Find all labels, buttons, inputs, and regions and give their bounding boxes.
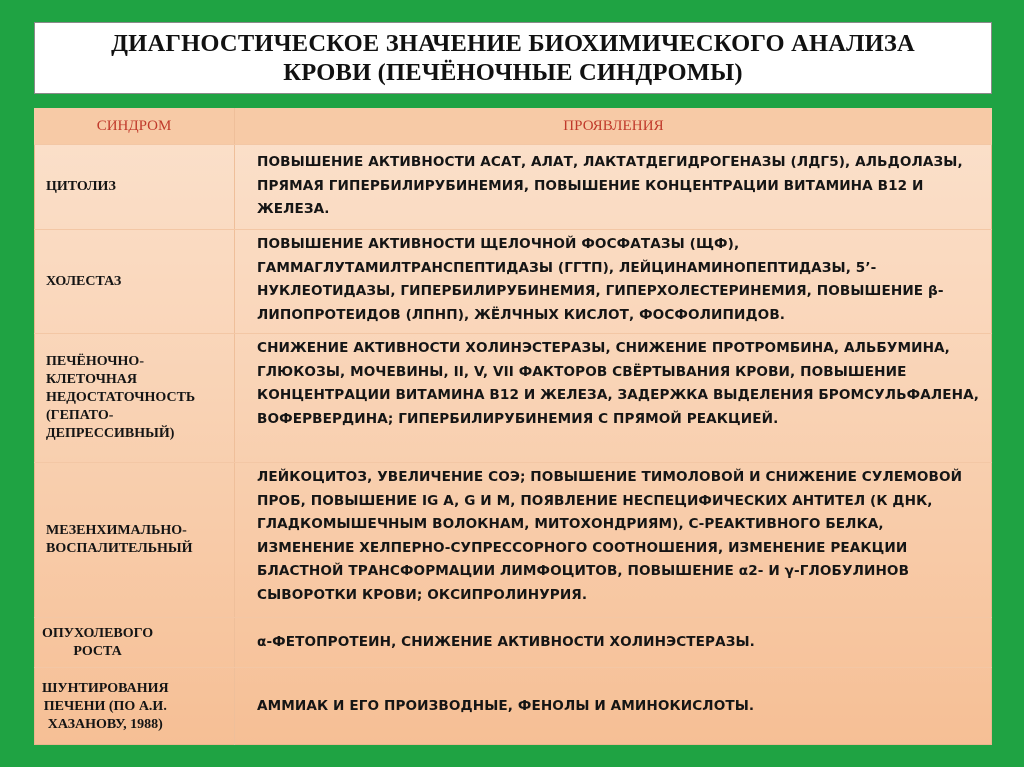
syndrome-label-line: ОПУХОЛЕВОГО — [42, 625, 154, 641]
syndrome-label: ХОЛЕСТАЗ — [46, 273, 122, 289]
table-row — [34, 334, 992, 463]
manifestation-cell — [235, 668, 992, 745]
syndrome-cell — [34, 334, 235, 462]
syndrome-label-line: КЛЕТОЧНАЯ — [46, 372, 137, 387]
manifestation-cell — [235, 618, 992, 667]
syndrome-cell — [34, 618, 235, 667]
syndrome-label-line: ШУНТИРОВАНИЯ — [42, 680, 169, 696]
manifestation-text: ЛЕЙКОЦИТОЗ, УВЕЛИЧЕНИЕ СОЭ; ПОВЫШЕНИЕ ТИМОЛОВОЙ И СНИЖЕНИЕ СУЛЕМОВОЙ ПРОБ, ПОВЫШЕНИЕ IG A, G И M, ПОЯВЛЕНИЕ НЕСПЕЦИФИЧЕСКИХ АНТИТЕЛ (К ДНК, ГЛАДКОМЫШЕЧНЫМ ВОЛОКНАМ, МИТОХОНДРИЯМ), С-РЕАКТИВНОГО БЕЛКА, ИЗМЕНЕНИЕ ХЕЛПЕРНО-СУПРЕССОРНОГО СООТНОШЕНИЯ, ИЗМЕНЕНИЕ РЕАКЦИИ БЛАСТНОЙ ТРАНСФОРМАЦИИ ЛИМФОЦИТОВ, ПОВЫШЕНИЕ α2- И γ-ГЛОБУЛИНОВ СЫВОРОТКИ КРОВИ; ОКСИПРОЛИНУРИЯ. — [257, 469, 963, 603]
table-row — [34, 230, 992, 334]
syndrome-label-line: ХАЗАНОВУ, 1988) — [47, 716, 163, 732]
manifestation-cell — [235, 230, 992, 333]
syndrome-cell — [34, 668, 235, 745]
title-line-1: ДИАГНОСТИЧЕСКОЕ ЗНАЧЕНИЕ БИОХИМИЧЕСКОГО АНАЛИЗА — [111, 30, 915, 57]
table-header-row — [34, 108, 992, 145]
table-row — [34, 145, 992, 230]
header-syndrome: СИНДРОМ — [34, 108, 235, 144]
syndrome-label-line: МЕЗЕНХИМАЛЬНО- — [46, 523, 187, 538]
manifestation-text: α-ФЕТОПРОТЕИН, СНИЖЕНИЕ АКТИВНОСТИ ХОЛИНЭСТЕРАЗЫ. — [257, 633, 755, 650]
syndromes-table — [34, 108, 992, 745]
syndrome-label-line: НЕДОСТАТОЧНОСТЬ — [46, 390, 196, 405]
syndrome-label-line: ПЕЧЁНОЧНО- — [46, 354, 144, 369]
syndrome-label-line: ДЕПРЕССИВНЫЙ) — [46, 426, 175, 441]
header-manifestations: ПРОЯВЛЕНИЯ — [563, 118, 664, 134]
manifestation-cell — [235, 334, 992, 462]
syndrome-label-line: РОСТА — [73, 643, 122, 659]
manifestation-text: ПОВЫШЕНИЕ АКТИВНОСТИ АСАТ, АЛАТ, ЛАКТАТДЕГИДРОГЕНАЗЫ (ЛДГ5), АЛЬДОЛАЗЫ, ПРЯМАЯ ГИПЕРБИЛИРУБИНЕМИЯ, ПОВЫШЕНИЕ КОНЦЕНТРАЦИИ ВИТАМИНА B12 И ЖЕЛЕЗА. — [257, 154, 963, 217]
manifestation-cell — [235, 145, 992, 229]
syndrome-label: ЦИТОЛИЗ — [46, 179, 116, 194]
table-row — [34, 668, 992, 745]
syndrome-label-line: (ГЕПАТО- — [46, 408, 114, 423]
title-line-2: КРОВИ (ПЕЧЁНОЧНЫЕ СИНДРОМЫ) — [283, 59, 743, 86]
table-row — [34, 463, 992, 618]
syndrome-cell — [34, 463, 235, 617]
syndrome-label-line: ВОСПАЛИТЕЛЬНЫЙ — [46, 541, 193, 556]
syndrome-cell — [34, 230, 235, 333]
manifestation-text: СНИЖЕНИЕ АКТИВНОСТИ ХОЛИНЭСТЕРАЗЫ, СНИЖЕНИЕ ПРОТРОМБИНА, АЛЬБУМИНА, ГЛЮКОЗЫ, МОЧЕВИНЫ, II, V, VII ФАКТОРОВ СВЁРТЫВАНИЯ КРОВИ, ПОВЫШЕНИЕ КОНЦЕНТРАЦИИ ВИТАМИНА B12 И ЖЕЛЕЗА, ЗАДЕРЖКА ВЫДЕЛЕНИЯ БРОМСУЛЬФАЛЕНА, ВОФЕРВЕРДИНА; ГИПЕРБИЛИРУБИНЕМИЯ С ПРЯМОЙ РЕАКЦИЕЙ. — [257, 340, 979, 427]
manifestation-text: АММИАК И ЕГО ПРОИЗВОДНЫЕ, ФЕНОЛЫ И АМИНОКИСЛОТЫ. — [257, 697, 755, 714]
syndrome-label-line: ПЕЧЕНИ (ПО А.И. — [43, 698, 167, 714]
table-row — [34, 618, 992, 668]
manifestation-cell — [235, 463, 992, 617]
manifestation-text: ПОВЫШЕНИЕ АКТИВНОСТИ ЩЕЛОЧНОЙ ФОСФАТАЗЫ (ЩФ), ГАММАГЛУТАМИЛТРАНСПЕПТИДАЗЫ (ГГТП), ЛЕЙЦИНАМИНОПЕПТИДАЗЫ, 5’-НУКЛЕОТИДАЗЫ, ГИПЕРБИЛИРУБИНЕМИЯ, ГИПЕРХОЛЕСТЕРИНЕМИЯ, ПОВЫШЕНИЕ β-ЛИПОПРОТЕИДОВ (ЛПНП), ЖЁЛЧНЫХ КИСЛОТ, ФОСФОЛИПИДОВ. — [257, 236, 944, 323]
syndrome-cell — [34, 145, 235, 229]
slide-title — [34, 22, 992, 94]
